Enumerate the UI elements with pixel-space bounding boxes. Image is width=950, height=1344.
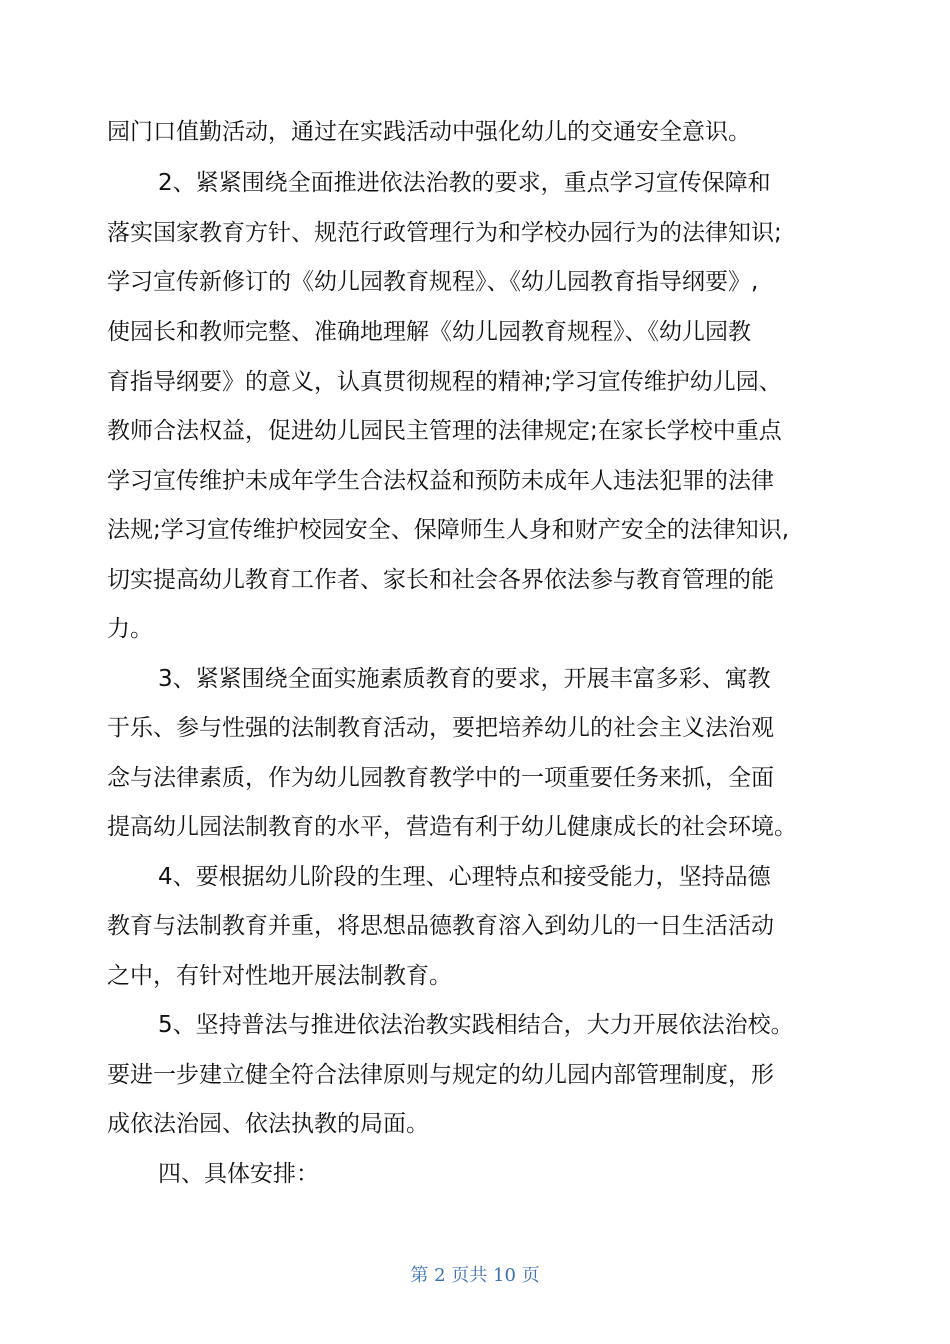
body-text-line: 提高幼儿园法制教育的水平，营造有利于幼儿健康成长的社会环境。	[107, 814, 797, 840]
body-text-line: 教育与法制教育并重，将思想品德教育溶入到幼儿的一日生活活动	[107, 913, 774, 939]
body-text-line: 成依法治园、依法执教的局面。	[107, 1111, 429, 1137]
body-text-line: 切实提高幼儿教育工作者、家长和社会各界依法参与教育管理的能	[107, 567, 774, 593]
body-text-line: 之中，有针对性地开展法制教育。	[107, 963, 452, 989]
body-text-line: 使园长和教师完整、准确地理解《幼儿园教育规程》、《幼儿园教	[107, 319, 751, 345]
body-text-line: 于乐、参与性强的法制教育活动，要把培养幼儿的社会主义法治观	[107, 715, 774, 741]
body-text-line: 教师合法权益，促进幼儿园民主管理的法律规定;在家长学校中重点	[107, 418, 782, 444]
body-text-line: 力。	[107, 616, 153, 642]
paragraph-4-start: 4、要根据幼儿阶段的生理、心理特点和接受能力，坚持品德	[158, 864, 771, 890]
page-number-footer: 第 2 页共 10 页	[410, 1265, 540, 1286]
paragraph-5-start: 5、坚持普法与推进依法治教实践相结合，大力开展依法治校。	[158, 1012, 794, 1038]
section-heading: 四、具体安排：	[158, 1161, 319, 1187]
paragraph-3-start: 3、紧紧围绕全面实施素质教育的要求，开展丰富多彩、寓教	[158, 666, 771, 692]
paragraph-2-start: 2、紧紧围绕全面推进依法治教的要求，重点学习宣传保障和	[158, 170, 771, 196]
body-text-line: 念与法律素质，作为幼儿园教育教学中的一项重要任务来抓，全面	[107, 765, 774, 791]
body-text-line: 落实国家教育方针、规范行政管理行为和学校办园行为的法律知识;	[107, 220, 782, 246]
body-text-line: 育指导纲要》的意义，认真贯彻规程的精神;学习宣传维护幼儿园、	[107, 369, 782, 395]
body-text-line: 要进一步建立健全符合法律原则与规定的幼儿园内部管理制度，形	[107, 1062, 774, 1088]
body-text-line: 学习宣传新修订的《幼儿园教育规程》、《幼儿园教育指导纲要》,	[107, 269, 759, 295]
body-text-line: 学习宣传维护未成年学生合法权益和预防未成年人违法犯罪的法律	[107, 468, 774, 494]
body-text-line: 法规;学习宣传维护校园安全、保障师生人身和财产安全的法律知识,	[107, 517, 790, 543]
body-text-line: 园门口值勤活动，通过在实践活动中强化幼儿的交通安全意识。	[107, 119, 751, 145]
